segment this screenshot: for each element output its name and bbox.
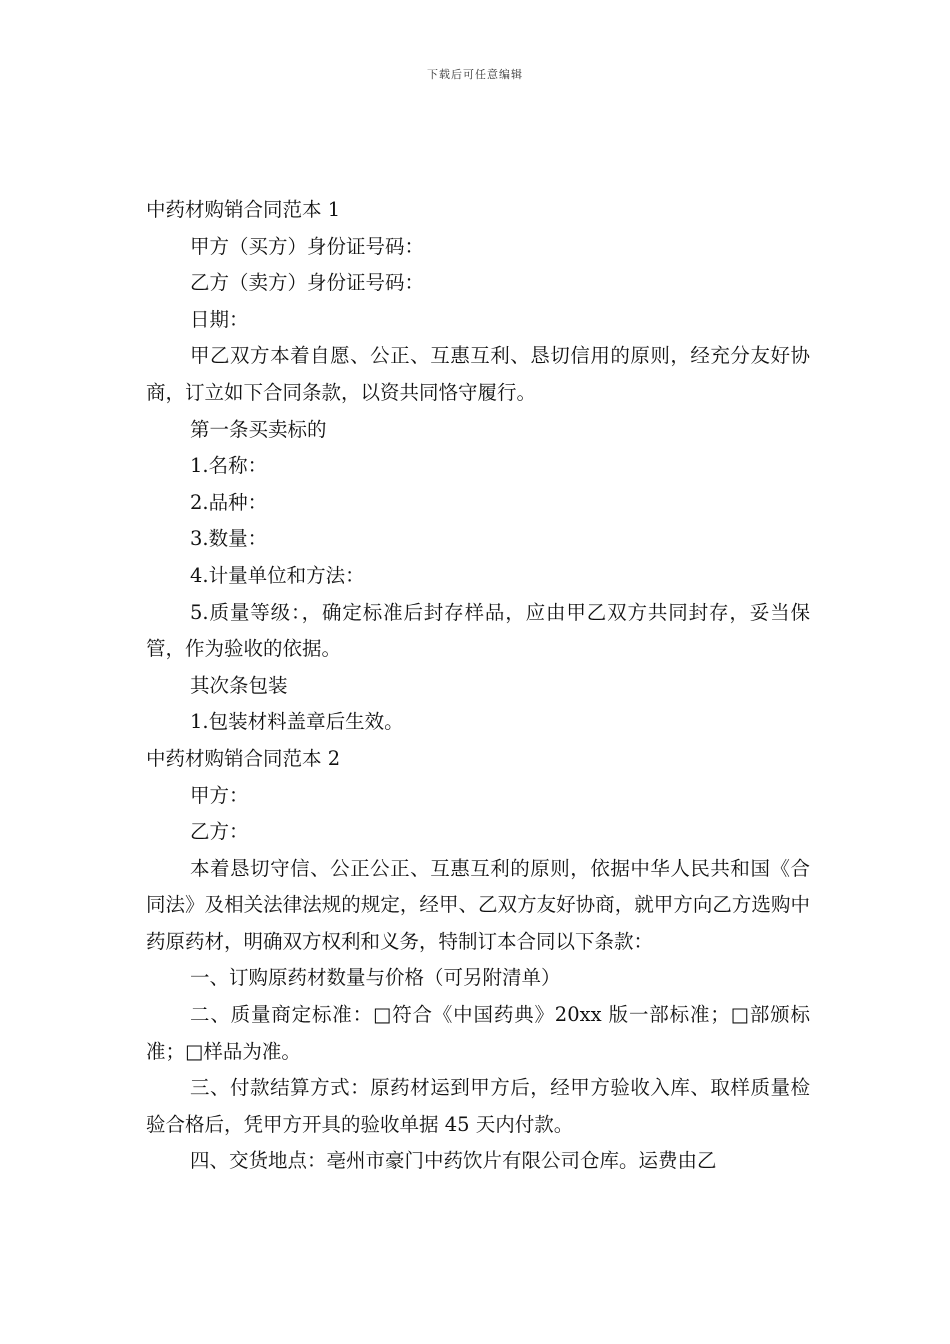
- intro-paragraph: 本着恳切守信、公正公正、互惠互利的原则，依据中华人民共和国《合同法》及相关法律法规的规定，经甲、乙双方友好协商，就甲方向乙方选购中药原药材，明确双方权利和义务，特制订本合同以下条款：: [146, 856, 810, 953]
- party-a: 甲方：: [190, 783, 249, 807]
- article-1-title: 第一条买卖标的: [190, 417, 327, 441]
- section-title-1: 中药材购销合同范本 1: [146, 198, 341, 221]
- packaging-item: 1.包装材料盖章后生效。: [190, 710, 404, 734]
- party-a-id: 甲方（买方）身份证号码：: [190, 234, 425, 258]
- principle-paragraph: 甲乙双方本着自愿、公正、互惠互利、恳切信用的原则，经充分友好协商，订立如下合同条款，以资共同恪守履行。: [146, 344, 810, 404]
- clause-1: 一、订购原药材数量与价格（可另附清单）: [190, 966, 561, 990]
- clause-2: 二、质量商定标准：□符合《中国药典》20xx 版一部标准；□部颁标准；□样品为准。: [146, 1003, 810, 1063]
- party-b-id: 乙方（卖方）身份证号码：: [190, 271, 425, 295]
- document-body: [146, 192, 810, 1180]
- item-unit: 4.计量单位和方法：: [190, 563, 365, 587]
- party-b: 乙方：: [190, 820, 249, 844]
- article-2-title: 其次条包装: [190, 673, 288, 697]
- clause-4: 四、交货地点：亳州市豪门中药饮片有限公司仓库。运费由乙: [190, 1149, 717, 1173]
- item-variety: 2.品种：: [190, 490, 268, 514]
- header-note: 下载后可任意编辑: [427, 68, 523, 81]
- date-line: 日期：: [190, 307, 249, 331]
- section-title-2: 中药材购销合同范本 2: [146, 746, 341, 770]
- item-quality: 5.质量等级：，确定标准后封存样品，应由甲乙双方共同封存，妥当保管，作为验收的依据。: [146, 600, 810, 661]
- clause-3: 三、付款结算方式：原药材运到甲方后，经甲方验收入库、取样质量检验合格后，凭甲方开具的验收单据 45 天内付款。: [146, 1076, 810, 1136]
- item-name: 1.名称：: [190, 454, 268, 478]
- item-quantity: 3.数量：: [190, 527, 268, 551]
